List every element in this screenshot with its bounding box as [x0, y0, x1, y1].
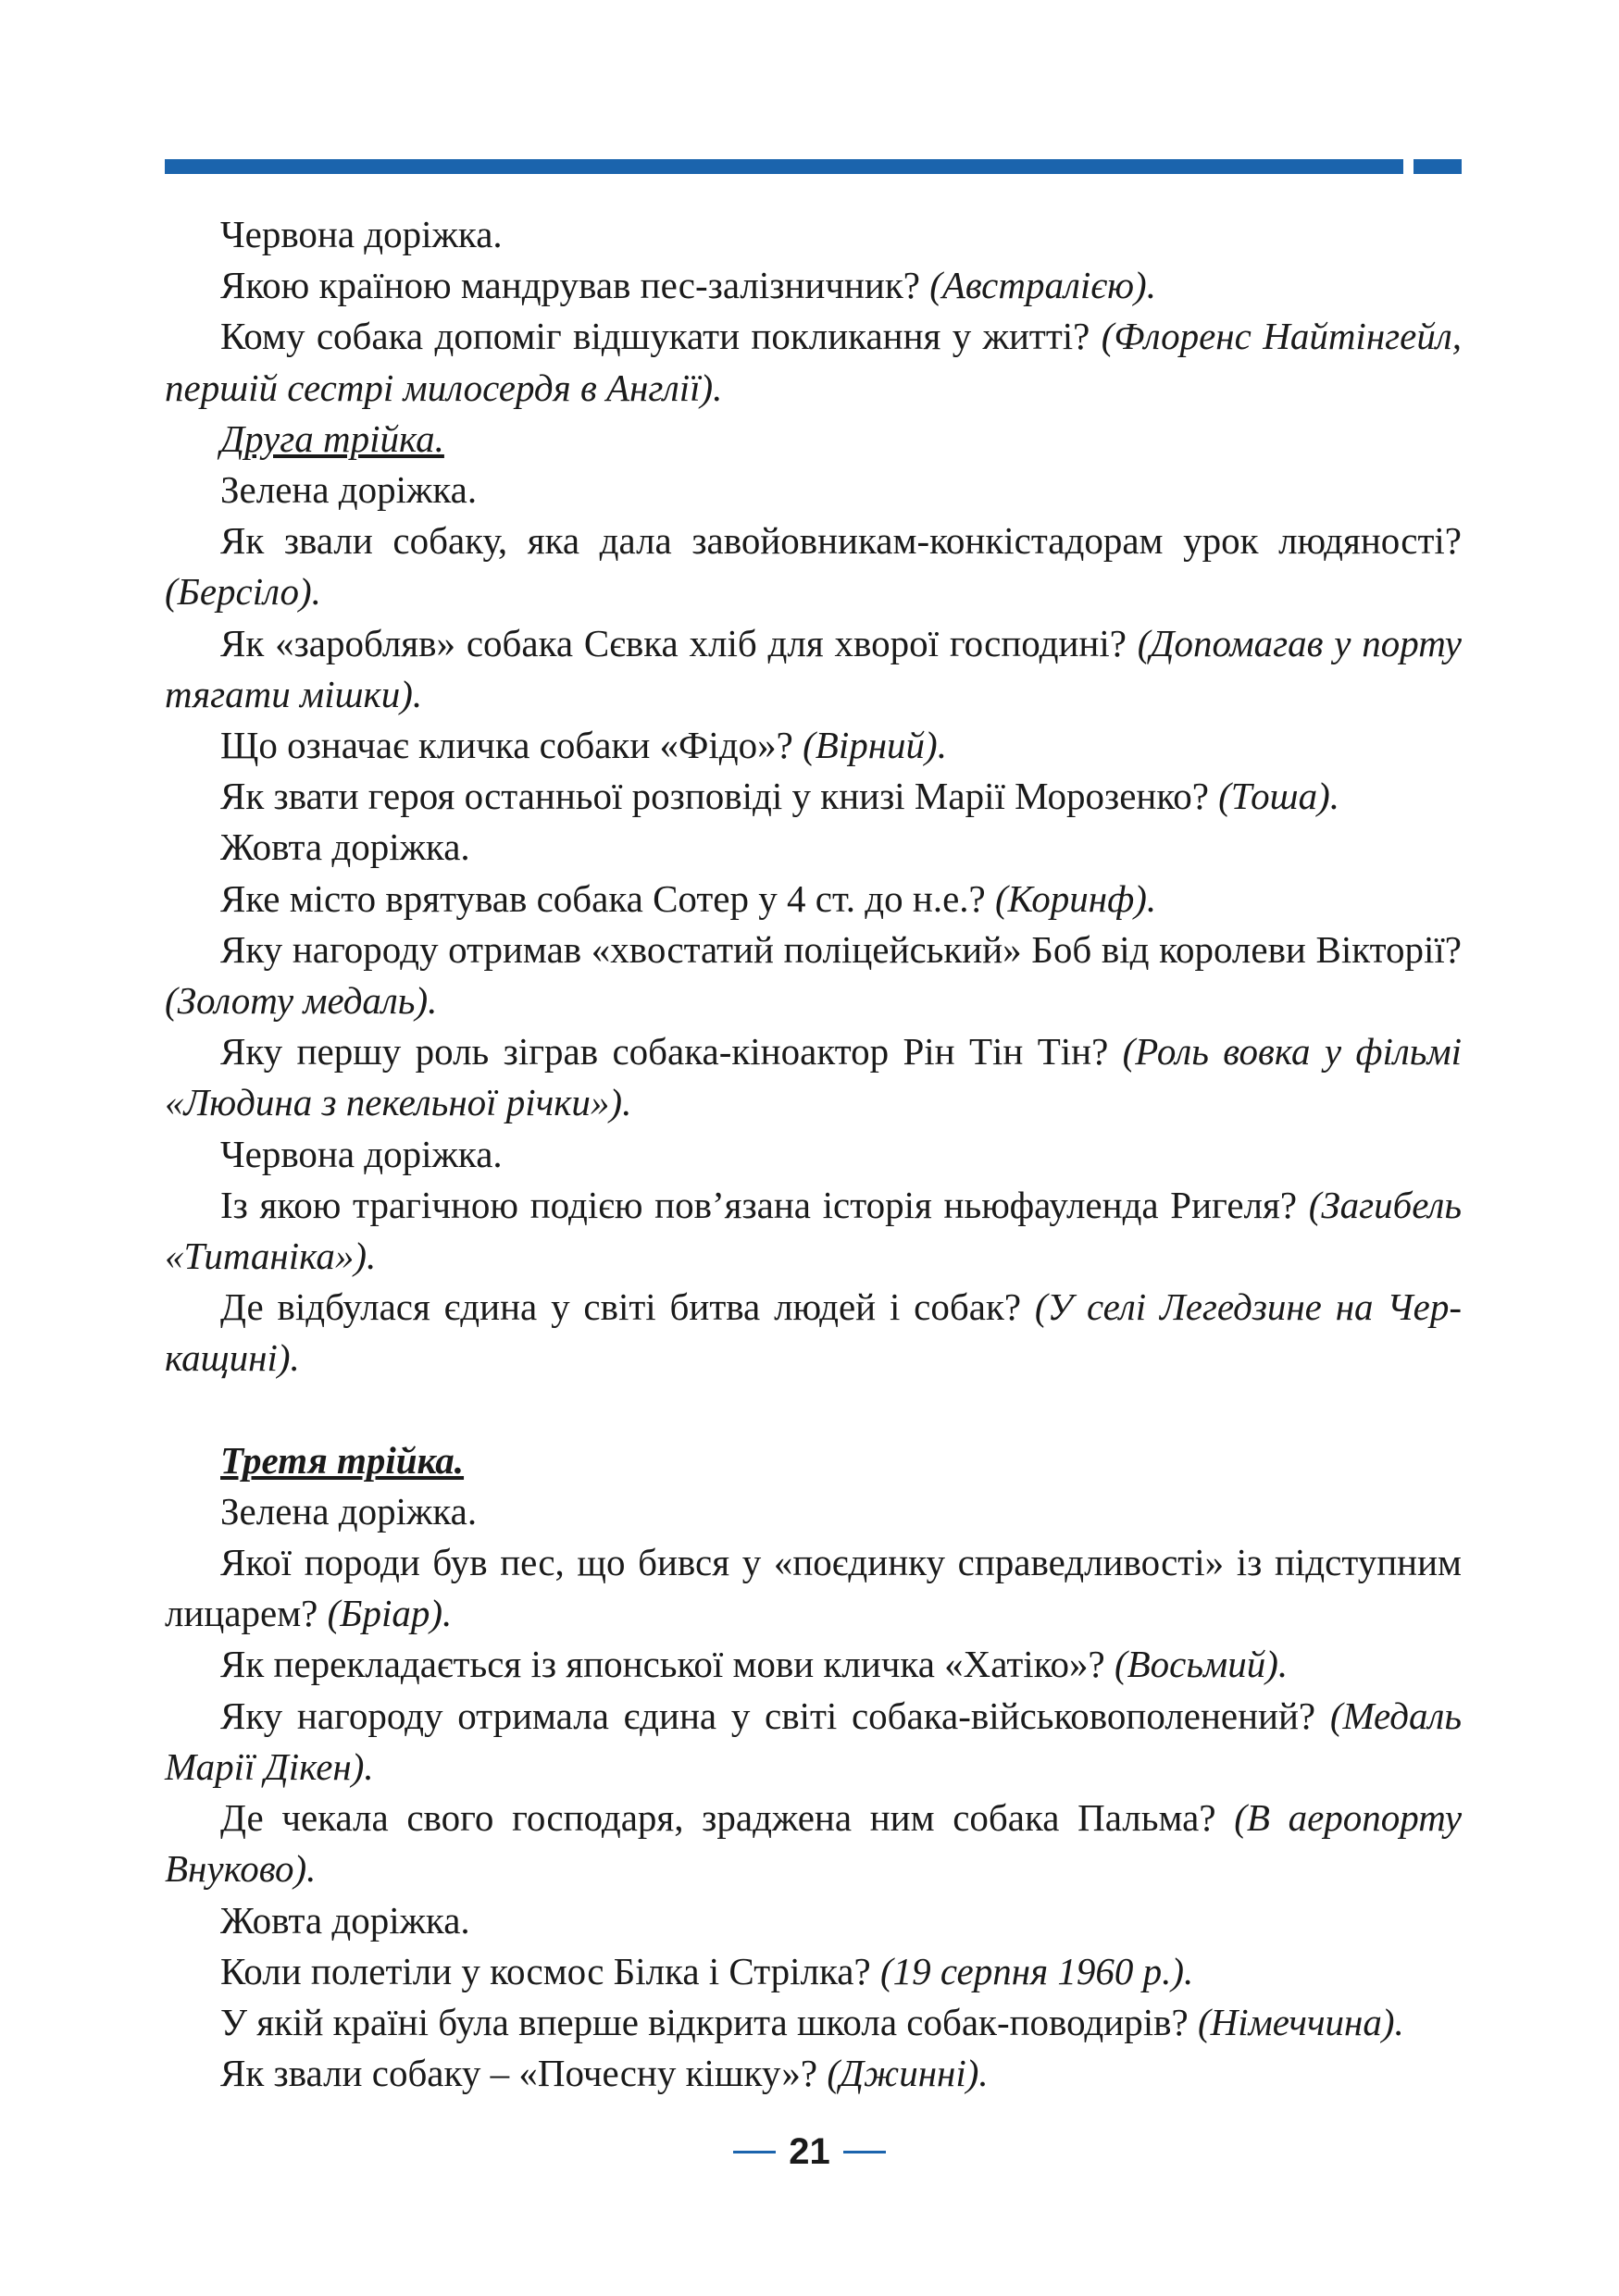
paragraph — [165, 465, 1462, 515]
question-text: Де чекала свого господаря, зраджена ним собака Пальма? — [220, 1796, 1235, 1840]
paragraph — [165, 1282, 1462, 1384]
question-text: Зелена доріжка. — [220, 468, 478, 512]
header-rule-end — [1414, 159, 1462, 174]
paragraph — [165, 311, 1462, 413]
question-text: Як звали собаку, яка дала завойовникам-конкістадорам урок людяності? — [220, 519, 1462, 563]
paragraph — [165, 618, 1462, 720]
answer-text: (Німеччина). — [1197, 2000, 1404, 2043]
paragraph — [165, 260, 1462, 311]
question-text: Як звали собаку – «Почесну кішку»? — [220, 2052, 828, 2095]
question-text: Червона доріжка. — [220, 1132, 503, 1175]
question-text: Як перекладається із японської мови кличка «Хатіко»? — [220, 1643, 1115, 1686]
paragraph — [165, 1639, 1462, 1690]
answer-text: (Допомагав у порту тягати мішки). — [165, 621, 1462, 715]
answer-text: (Австралією). — [929, 264, 1156, 307]
paragraph — [165, 1026, 1462, 1128]
question-text: Якої породи був пес, що бився у «поєдинку справедливості» із підступним лицарем? — [165, 1541, 1462, 1635]
paragraph — [165, 209, 1462, 260]
paragraph — [165, 515, 1462, 617]
section-heading — [165, 1435, 1462, 1486]
paragraph — [165, 925, 1462, 1026]
question-text: Якою країною мандрував пес-залізничник? — [220, 264, 930, 307]
paragraph — [165, 720, 1462, 771]
answer-text: (19 серпня 1960 р.). — [879, 1949, 1194, 1992]
page-footer — [0, 2131, 1619, 2173]
paragraph — [165, 1180, 1462, 1282]
answer-text: (Восьмий). — [1114, 1643, 1289, 1686]
section-heading-text: Друга трійка. — [220, 416, 444, 460]
footer-rule-left — [733, 2151, 776, 2153]
answer-text: (В аеропорту Внуково). — [165, 1796, 1463, 1891]
question-text: Жовта доріжка. — [220, 1898, 470, 1942]
paragraph — [165, 1997, 1462, 2048]
page-number: 21 — [789, 2131, 830, 2172]
page-body — [165, 209, 1462, 2099]
paragraph — [165, 1895, 1462, 1946]
answer-text: (У селі Легедзине на Черкащині). — [165, 1285, 1462, 1380]
answer-text: (Бріар). — [327, 1592, 453, 1635]
answer-text: (Золоту медаль). — [165, 979, 438, 1023]
paragraph — [165, 771, 1462, 822]
paragraph — [165, 1537, 1462, 1639]
question-text: Як звати героя останньої розповіді у книзі Марії Морозенко? — [220, 775, 1219, 818]
question-text: Жовта доріжка. — [220, 825, 470, 869]
paragraph — [165, 874, 1462, 925]
paragraph — [165, 822, 1462, 873]
question-text: Коли полетіли у космос Білка і Стрілка? — [220, 1949, 880, 1992]
question-text: Яку нагороду отримав «хвостатий поліцейський» Боб від королеви Вікторії? — [220, 927, 1462, 971]
paragraph — [165, 1129, 1462, 1180]
answer-text: (Берсіло). — [165, 570, 321, 614]
paragraph — [165, 1946, 1462, 1997]
question-text: Зелена доріжка. — [220, 1489, 478, 1533]
section-spacer — [165, 1384, 1462, 1435]
question-text: У якій країні була вперше відкрита школа собак-поводирів? — [220, 2000, 1198, 2043]
footer-rule-right — [843, 2151, 886, 2153]
question-text: Яку нагороду отримала єдина у світі собака-військовополенений? — [220, 1694, 1330, 1737]
answer-text: (Коринф). — [994, 876, 1157, 920]
answer-text: (Флоренс Найтінгейл, першій сестрі милосердя в Англії). — [165, 315, 1462, 409]
question-text: Що означає кличка собаки «Фідо»? — [220, 724, 803, 767]
answer-text: (Вірний). — [803, 724, 947, 767]
answer-text: (Джинні). — [827, 2052, 989, 2095]
paragraph — [165, 1691, 1462, 1793]
header-rule — [165, 159, 1403, 174]
question-text: Яке місто врятував собака Сотер у 4 ст. до н.е.? — [220, 876, 995, 920]
section-heading-text: Третя трійка. — [220, 1438, 465, 1482]
question-text: Яку першу роль зіграв собака-кіноактор Рін Тін Тін? — [220, 1030, 1123, 1074]
paragraph — [165, 1486, 1462, 1537]
answer-text: (Тоша). — [1218, 775, 1339, 818]
answer-text: (Загибель «Титаніка»). — [165, 1183, 1462, 1278]
paragraph — [165, 1793, 1462, 1894]
question-text: Кому собака допоміг відшукати покликання у житті? — [220, 315, 1102, 358]
question-text: Де відбулася єдина у світі битва людей і собак? — [220, 1285, 1035, 1329]
answer-text: (Роль вовка у фільмі «Людина з пекельної річки»). — [165, 1030, 1463, 1124]
section-heading — [165, 414, 1462, 465]
question-text: Із якою трагічною подією пов’язана історія ньюфауленда Ригеля? — [220, 1183, 1309, 1226]
paragraph — [165, 2048, 1462, 2099]
question-text: Червона доріжка. — [220, 213, 503, 255]
answer-text: (Медаль Марії Дікен). — [165, 1694, 1462, 1788]
question-text: Як «заробляв» собака Сєвка хліб для хворої господині? — [220, 621, 1138, 664]
